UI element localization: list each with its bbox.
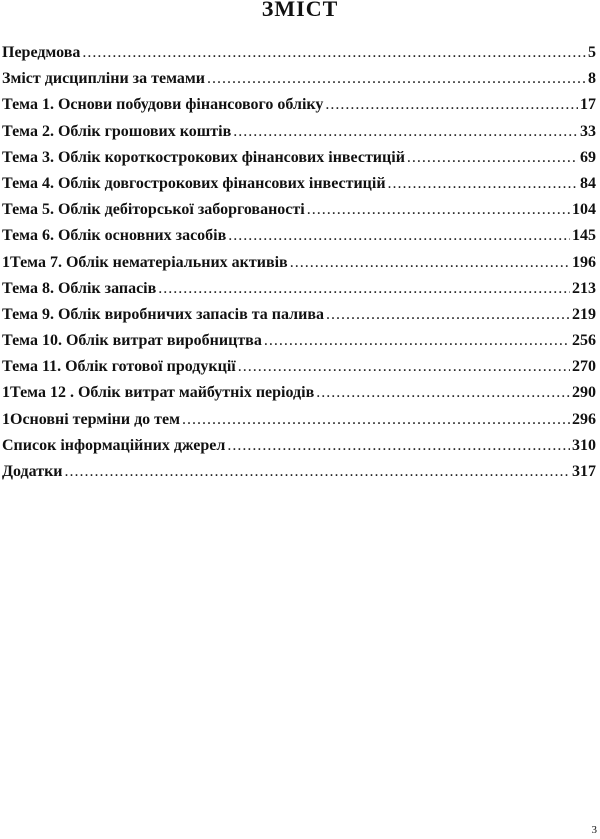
toc-entry-page: 213	[572, 279, 596, 297]
toc-entry-label: Тема 4. Облік довгострокових фінансових інвестицій	[2, 174, 386, 192]
toc-entry	[2, 254, 596, 280]
toc-entry-label: Зміст дисципліни за темами	[2, 70, 205, 88]
toc-entry-page: 69	[580, 148, 596, 166]
toc-entry	[2, 463, 596, 489]
toc-entry	[2, 358, 596, 384]
toc-entry-page: 317	[572, 463, 596, 480]
toc-entry-page: 5	[588, 44, 596, 61]
toc-entry-page: 296	[572, 410, 596, 428]
toc-entry-label: Додатки	[2, 463, 63, 480]
toc-entry-page: 17	[580, 96, 596, 114]
dot-leader	[326, 306, 570, 324]
dot-leader	[182, 411, 570, 429]
toc-entry	[2, 96, 596, 122]
toc-entry-label: Тема 9. Облік виробничих запасів та палива	[2, 305, 324, 323]
dot-leader	[228, 227, 570, 245]
toc-entry-page: 33	[580, 122, 596, 140]
page-number: 3	[591, 824, 597, 836]
toc-entry	[2, 44, 596, 70]
toc-entry	[2, 437, 596, 463]
dot-leader	[207, 70, 586, 88]
dot-leader	[316, 384, 570, 402]
toc-entry-page: 196	[572, 253, 596, 271]
dot-leader	[264, 332, 570, 350]
toc-entry-page: 270	[572, 358, 596, 376]
toc-entry-page: 310	[572, 436, 596, 454]
toc-entry	[2, 149, 596, 175]
dot-leader	[290, 254, 570, 272]
toc-entry	[2, 201, 596, 227]
toc-entry-page: 219	[572, 305, 596, 323]
toc-entry-label: Тема 3. Облік короткострокових фінансових інвестицій	[2, 148, 405, 166]
toc-entry-label: 1Тема 7. Облік нематеріальних активів	[2, 253, 288, 271]
toc-entry-page: 8	[588, 70, 596, 88]
toc-entry-page: 256	[572, 332, 596, 350]
toc-entry-label: Тема 1. Основи побудови фінансового обліку	[2, 96, 324, 114]
dot-leader	[325, 96, 578, 114]
toc-entry-page: 290	[572, 384, 596, 402]
toc-entry	[2, 175, 596, 201]
toc-entry-page: 145	[572, 227, 596, 245]
toc-entry-label: 1Тема 12 . Облік витрат майбутніх періодів	[2, 384, 315, 402]
toc-entry-label: 1Основні терміни до тем	[2, 410, 181, 428]
toc-entry	[2, 280, 596, 306]
dot-leader	[227, 437, 570, 455]
dot-leader	[82, 44, 586, 62]
toc-entry-label: Тема 5. Облік дебіторської заборгованості	[2, 201, 305, 219]
toc-entry	[2, 332, 596, 358]
dot-leader	[158, 280, 570, 298]
dot-leader	[65, 463, 570, 481]
toc-entry-label: Тема 8. Облік запасів	[2, 279, 157, 297]
toc-entry	[2, 384, 596, 410]
dot-leader	[407, 149, 578, 167]
toc-entry-page: 104	[572, 201, 596, 219]
toc-entry	[2, 123, 596, 149]
toc-entry-label: Список інформаційних джерел	[2, 436, 226, 454]
toc-entry-label: Тема 10. Облік витрат виробництва	[2, 332, 262, 350]
dot-leader	[233, 123, 578, 141]
dot-leader	[307, 201, 570, 219]
toc-entry-page: 84	[580, 174, 596, 192]
toc-entry	[2, 306, 596, 332]
toc-entry-label: Тема 11. Облік готової продукції	[2, 358, 236, 376]
toc-entry	[2, 411, 596, 437]
toc-entry-label: Тема 6. Облік основних засобів	[2, 227, 227, 245]
toc-entry	[2, 227, 596, 253]
page-title: ЗМІСТ	[261, 0, 339, 21]
table-of-contents	[2, 44, 596, 489]
toc-entry	[2, 70, 596, 96]
dot-leader	[238, 358, 570, 376]
toc-entry-label: Передмова	[2, 44, 81, 61]
toc-entry-label: Тема 2. Облік грошових коштів	[2, 122, 232, 140]
dot-leader	[388, 175, 578, 193]
